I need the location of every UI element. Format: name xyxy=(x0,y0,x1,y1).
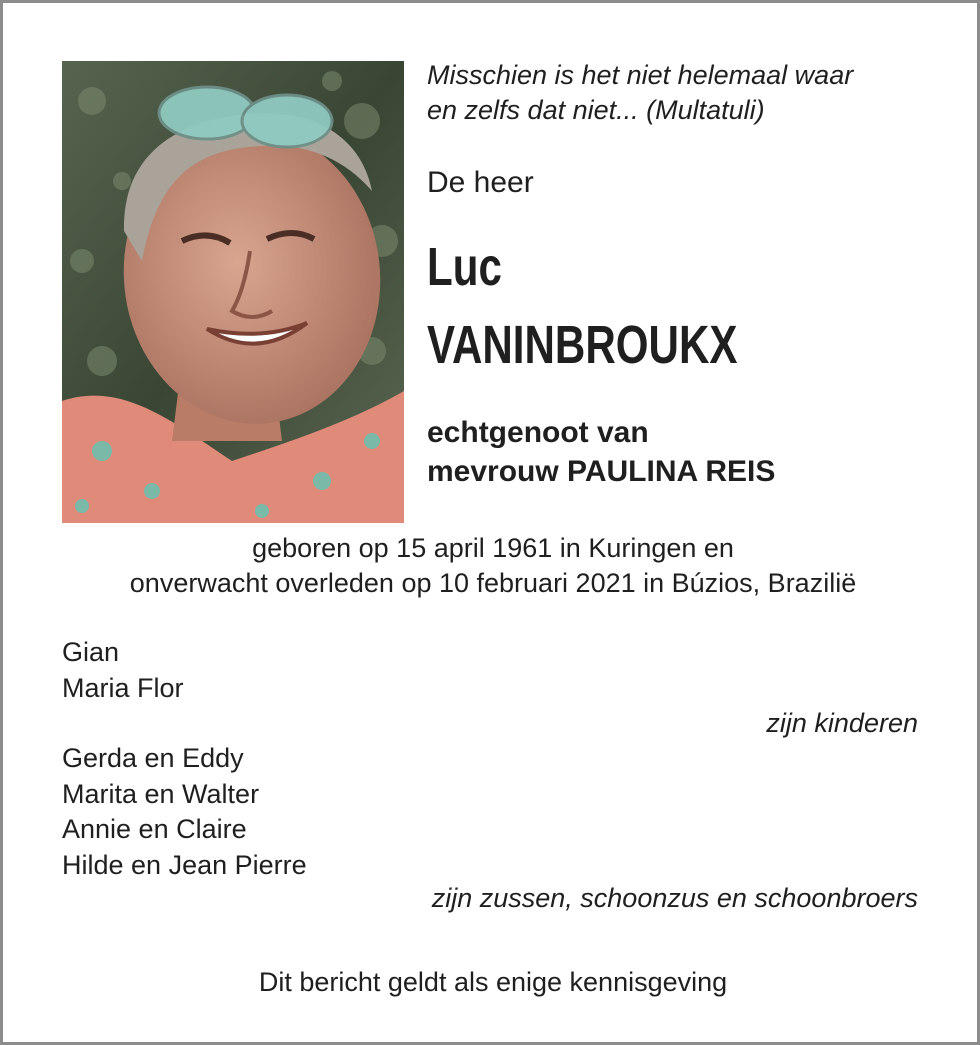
quote-line-2: en zelfs dat niet... (Multatuli) xyxy=(427,95,765,125)
spouse-line-1: echtgenoot van xyxy=(427,416,649,449)
sibling-name: Hilde en Jean Pierre xyxy=(62,849,307,880)
children-list xyxy=(62,635,184,706)
siblings-list xyxy=(62,741,307,883)
child-name: Gian xyxy=(62,637,120,667)
spouse-info xyxy=(427,413,775,491)
birth-line: geboren op 15 april 1961 in Kuringen en xyxy=(252,533,734,563)
sibling-name: Annie en Claire xyxy=(62,814,247,844)
portrait-photo xyxy=(62,61,404,523)
sibling-name: Gerda en Eddy xyxy=(62,743,244,773)
death-line: onverwacht overleden op 10 februari 2021 in Búzios, Brazilië xyxy=(129,568,857,598)
children-relation: zijn kinderen xyxy=(766,708,918,738)
notice-footer: Dit bericht geldt als enige kennisgeving xyxy=(258,967,728,997)
quote xyxy=(427,58,947,128)
quote-line-1: Misschien is het niet helemaal waar xyxy=(427,60,854,90)
sibling-name: Marita en Walter xyxy=(62,778,260,809)
honorific: De heer xyxy=(427,166,534,199)
child-name: Maria Flor xyxy=(62,672,184,703)
spouse-line-2: mevrouw PAULINA REIS xyxy=(427,455,776,488)
last-name: VANINBROUKX xyxy=(427,315,738,375)
life-dates xyxy=(3,531,980,601)
first-name: Luc xyxy=(427,237,502,297)
siblings-relation: zijn zussen, schoonzus en schoonbroers xyxy=(431,883,918,913)
